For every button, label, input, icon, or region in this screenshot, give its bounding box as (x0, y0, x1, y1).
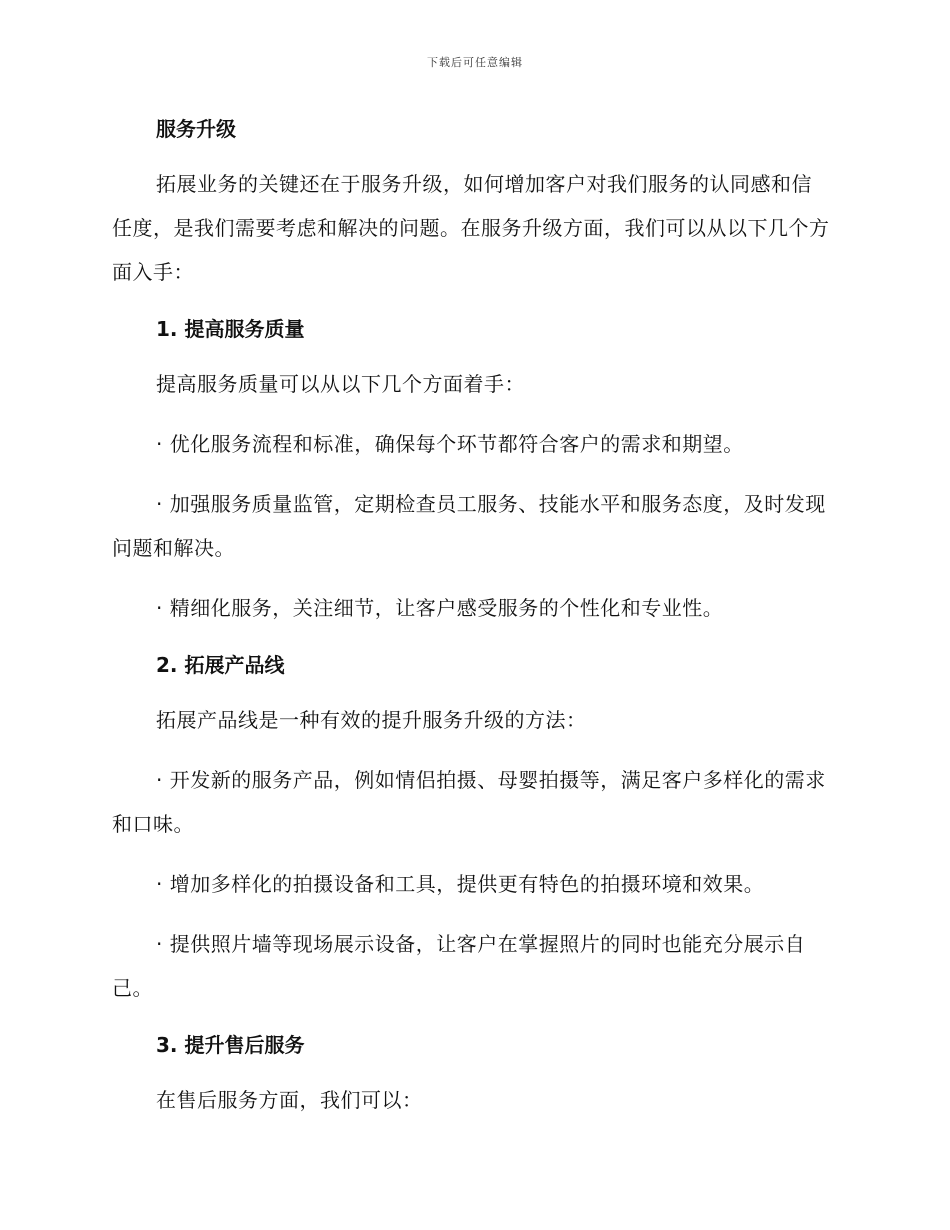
section-2-lead: 拓展产品线是一种有效的提升服务升级的方法： (156, 708, 587, 732)
section-1-bullet-1: · 优化服务流程和标准，确保每个环节都符合客户的需求和期望。 (156, 432, 744, 456)
document-title: 服务升级 (156, 117, 236, 141)
section-2-bullet-2: · 增加多样化的拍摄设备和工具，提供更有特色的拍摄环境和效果。 (156, 872, 765, 896)
section-3-lead: 在售后服务方面，我们可以： (156, 1088, 423, 1112)
page-header: 下载后可任意编辑 (427, 56, 523, 69)
section-3-heading: 3. 提升售后服务 (156, 1033, 305, 1057)
intro-paragraph: 拓展业务的关键还在于服务升级，如何增加客户对我们服务的认同感和信任度，是我们需要考虑和解决的问题。在服务升级方面，我们可以从以下几个方面入手： (112, 172, 830, 284)
document-body (112, 110, 832, 1122)
section-2-heading: 2. 拓展产品线 (156, 653, 285, 677)
section-1-bullet-2: · 加强服务质量监管，定期检查员工服务、技能水平和服务态度，及时发现问题和解决。 (112, 492, 826, 560)
section-2-bullet-3: · 提供照片墙等现场展示设备，让客户在掌握照片的同时也能充分展示自己。 (112, 932, 806, 1000)
section-1-heading: 1. 提高服务质量 (156, 317, 305, 341)
section-1-bullet-3: · 精细化服务，关注细节，让客户感受服务的个性化和专业性。 (156, 596, 724, 620)
section-2-bullet-1: · 开发新的服务产品，例如情侣拍摄、母婴拍摄等，满足客户多样化的需求和口味。 (112, 768, 826, 836)
section-1-lead: 提高服务质量可以从以下几个方面着手： (156, 372, 525, 396)
